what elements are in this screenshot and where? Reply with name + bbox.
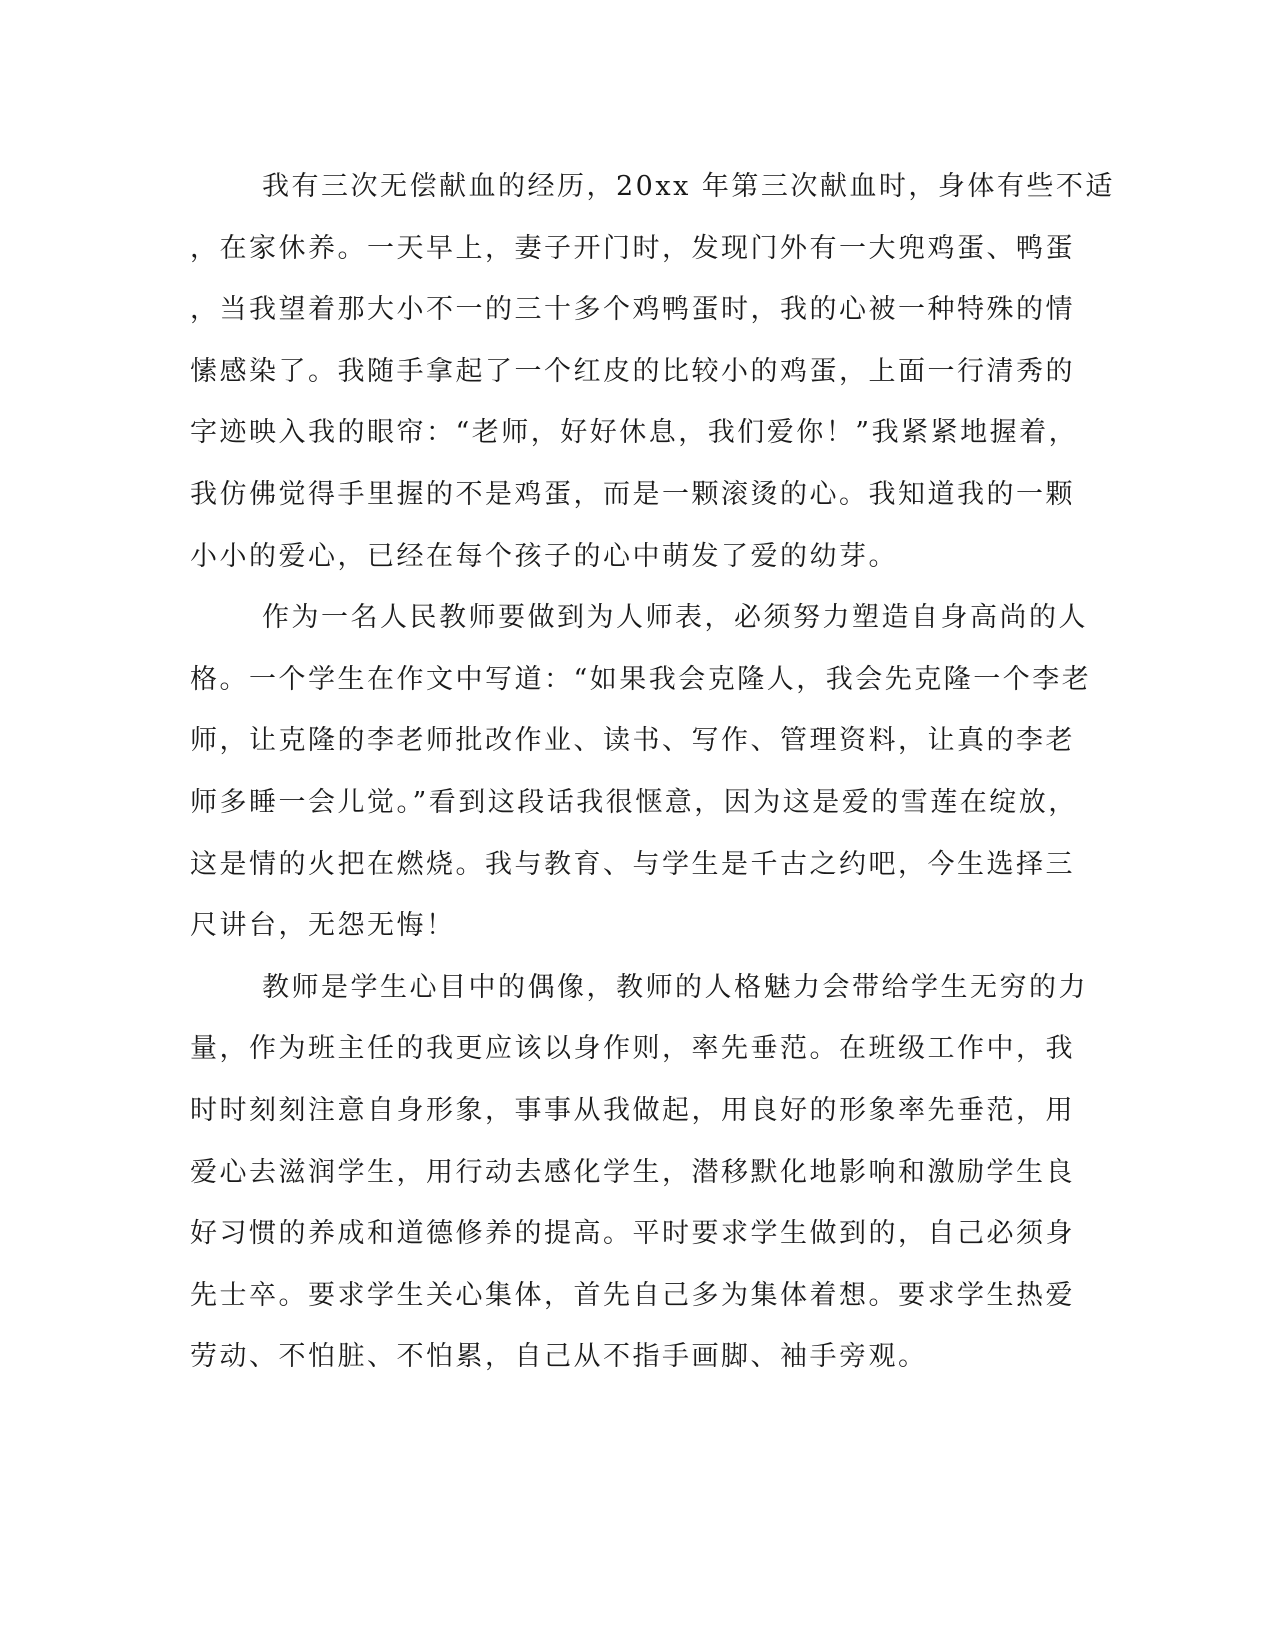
text-line: 先士卒。要求学生关心集体，首先自己多为集体着想。要求学生热爱 [190, 1279, 1075, 1311]
text-line: ，在家休养。一天早上，妻子开门时，发现门外有一大兜鸡蛋、鸭蛋 [190, 232, 1075, 264]
text-line: ，当我望着那大小不一的三十多个鸡鸭蛋时，我的心被一种特殊的情 [190, 294, 1075, 326]
paragraph-2 [190, 587, 1090, 957]
text-line: 师，让克隆的李老师批改作业、读书、写作、管理资料，让真的李老 [190, 725, 1075, 757]
text-line: 教师是学生心目中的偶像，教师的人格魅力会带给学生无穷的力 [262, 971, 1088, 1003]
text-line: 爱心去滋润学生，用行动去感化学生，潜移默化地影响和激励学生良 [190, 1156, 1075, 1188]
text-line: 愫感染了。我随手拿起了一个红皮的比较小的鸡蛋，上面一行清秀的 [190, 355, 1075, 387]
text-line: 字迹映入我的眼帘：“老师，好好休息，我们爱你！”我紧紧地握着， [190, 417, 1079, 449]
text-line: 我仿佛觉得手里握的不是鸡蛋，而是一颗滚烫的心。我知道我的一颗 [190, 478, 1075, 510]
text-line: 尺讲台，无怨无悔！ [190, 910, 456, 942]
paragraph-3 [190, 957, 1090, 1388]
text-line: 师多睡一会儿觉。”看到这段话我很惬意，因为这是爱的雪莲在绽放， [190, 786, 1078, 818]
text-line: 劳动、不怕脏、不怕累，自己从不指手画脚、袖手旁观。 [190, 1341, 928, 1373]
text-line: 量，作为班主任的我更应该以身作则，率先垂范。在班级工作中，我 [190, 1033, 1075, 1065]
text-line: 我有三次无偿献血的经历，20xx 年第三次献血时，身体有些不适 [262, 171, 1115, 202]
paragraph-1 [190, 156, 1115, 587]
text-line: 时时刻刻注意自身形象，事事从我做起，用良好的形象率先垂范，用 [190, 1094, 1075, 1126]
text-line: 作为一名人民教师要做到为人师表，必须努力塑造自身高尚的人 [262, 602, 1088, 634]
text-line: 好习惯的养成和道德修养的提高。平时要求学生做到的，自己必须身 [190, 1218, 1075, 1250]
text-line: 格。一个学生在作文中写道：“如果我会克隆人，我会先克隆一个李老 [190, 663, 1092, 695]
text-line: 这是情的火把在燃烧。我与教育、与学生是千古之约吧，今生选择三 [190, 848, 1075, 880]
document-body [190, 156, 1115, 1388]
text-line: 小小的爱心，已经在每个孩子的心中萌发了爱的幼芽。 [190, 540, 898, 572]
